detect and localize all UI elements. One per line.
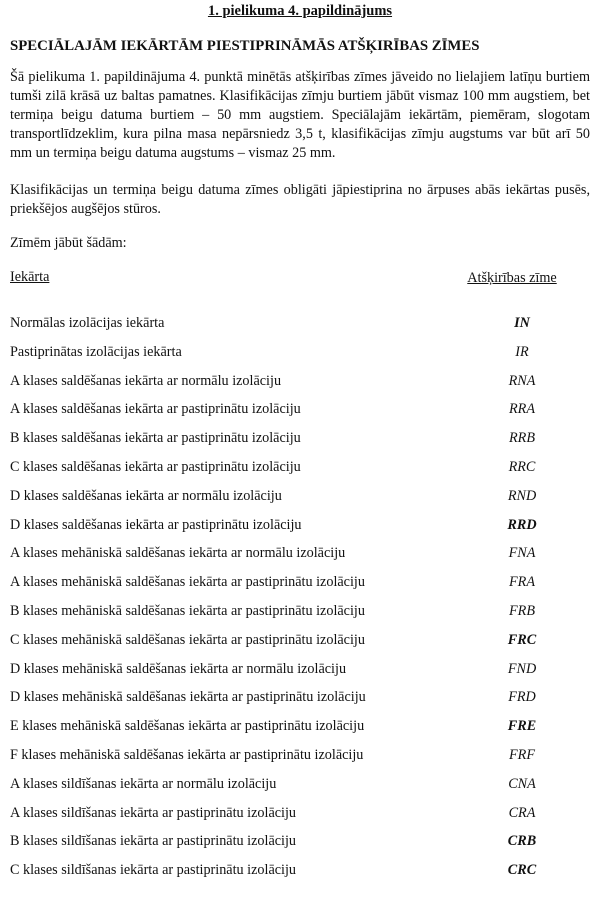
marking-code: FRB <box>509 602 535 619</box>
table-row <box>10 805 590 834</box>
marking-code: FNA <box>508 545 536 562</box>
equipment-name: Normālas izolācijas iekārta <box>10 315 165 331</box>
marking-code: FRD <box>508 689 536 706</box>
marking-code: FRA <box>509 574 535 591</box>
marking-code: RRB <box>509 430 535 447</box>
marking-code: RRA <box>509 401 535 418</box>
equipment-name: A klases saldēšanas iekārta ar normālu izolāciju <box>10 372 282 389</box>
equipment-name: B klases mehāniskā saldēšanas iekārta ar pastiprinātu izolāciju <box>10 602 365 619</box>
table-row <box>10 747 590 776</box>
markings-table <box>10 315 590 891</box>
table-row <box>10 344 590 373</box>
marking-code: FRF <box>509 746 535 763</box>
equipment-name: B klases saldēšanas iekārta ar pastiprinātu izolāciju <box>10 430 301 447</box>
marking-code: CRA <box>508 804 536 821</box>
column-header-equipment: Iekārta <box>10 269 50 285</box>
table-row <box>10 603 590 632</box>
equipment-name: A klases mehāniskā saldēšanas iekārta ar pastiprinātu izolāciju <box>10 574 365 591</box>
paragraph-markings-description: Šā pielikuma 1. papildinājuma 4. punktā minētās atšķirības zīmes jāveido no lielajiem latīņu burtiem tumši zilā krāsā uz baltas pamatnes. Klasifikācijas zīmju burtiem jābūt vismaz 100 mm augstiem, bet termiņa beigu datuma burtiem – 50 mm augstiem. Speciālajām iekārtām, piemēram, slogotam transportlīdzeklim, kura pilna masa nepārsniedz 3,5 t, klasifikācijas zīmju augstums var būt arī 50 mm un termiņa beigu datuma augstums – vismaz 25 mm. <box>10 69 590 161</box>
equipment-name: A klases sildīšanas iekārta ar normālu izolāciju <box>10 775 277 792</box>
table-row <box>10 373 590 402</box>
equipment-name: C klases saldēšanas iekārta ar pastiprinātu izolāciju <box>10 458 301 475</box>
section-heading: SPECIĀLAJĀM IEKĀRTĀM PIESTIPRINĀMĀS ATŠĶIRĪBAS ZĪMES <box>10 38 480 54</box>
marking-code: IN <box>514 315 530 331</box>
marking-code: CRB <box>507 833 537 850</box>
table-row <box>10 315 590 344</box>
equipment-name: D klases mehāniskā saldēšanas iekārta ar normālu izolāciju <box>10 660 347 677</box>
equipment-name: A klases saldēšanas iekārta ar pastiprinātu izolāciju <box>10 401 301 418</box>
paragraph-list-intro: Zīmēm jābūt šādām: <box>10 235 127 251</box>
equipment-name: D klases saldēšanas iekārta ar pastiprinātu izolāciju <box>10 516 302 533</box>
table-row <box>10 459 590 488</box>
paragraph-placement: Klasifikācijas un termiņa beigu datuma zīmes obligāti jāpiestiprina no ārpuses abās iekārtas pusēs, priekšējos augšējos stūros. <box>10 182 590 217</box>
table-row <box>10 833 590 862</box>
table-row <box>10 632 590 661</box>
table-row <box>10 574 590 603</box>
equipment-name: D klases saldēšanas iekārta ar normālu izolāciju <box>10 487 282 504</box>
equipment-name: C klases sildīšanas iekārta ar pastiprinātu izolāciju <box>10 862 297 879</box>
equipment-name: E klases mehāniskā saldēšanas iekārta ar pastiprinātu izolāciju <box>10 718 365 735</box>
marking-code: IR <box>515 343 529 360</box>
table-row <box>10 776 590 805</box>
equipment-name: A klases mehāniskā saldēšanas iekārta ar normālu izolāciju <box>10 545 346 562</box>
marking-code: FND <box>507 660 537 677</box>
equipment-name: C klases mehāniskā saldēšanas iekārta ar pastiprinātu izolāciju <box>10 631 365 648</box>
equipment-name: F klases mehāniskā saldēšanas iekārta ar pastiprinātu izolāciju <box>10 746 364 763</box>
marking-code: RRC <box>508 458 536 475</box>
table-row <box>10 545 590 574</box>
document-title: 1. pielikuma 4. papildinājums <box>207 3 393 19</box>
marking-code: FRE <box>507 718 537 735</box>
equipment-name: A klases sildīšanas iekārta ar pastiprinātu izolāciju <box>10 804 297 821</box>
table-row <box>10 862 590 891</box>
marking-code: CRC <box>507 862 537 879</box>
marking-code: CNA <box>508 775 536 792</box>
marking-code: FRC <box>507 631 537 648</box>
equipment-name: B klases sildīšanas iekārta ar pastiprinātu izolāciju <box>10 833 297 850</box>
table-row <box>10 689 590 718</box>
table-row <box>10 661 590 690</box>
marking-code: RNA <box>508 372 536 389</box>
marking-code: RRD <box>507 516 537 533</box>
marking-code: RND <box>507 487 537 504</box>
column-header-marking: Atšķirības zīme <box>467 270 557 286</box>
table-row <box>10 718 590 747</box>
table-row <box>10 517 590 546</box>
equipment-name: D klases mehāniskā saldēšanas iekārta ar pastiprinātu izolāciju <box>10 689 366 706</box>
equipment-name: Pastiprinātas izolācijas iekārta <box>10 343 182 360</box>
table-row <box>10 488 590 517</box>
table-row <box>10 430 590 459</box>
table-row <box>10 401 590 430</box>
